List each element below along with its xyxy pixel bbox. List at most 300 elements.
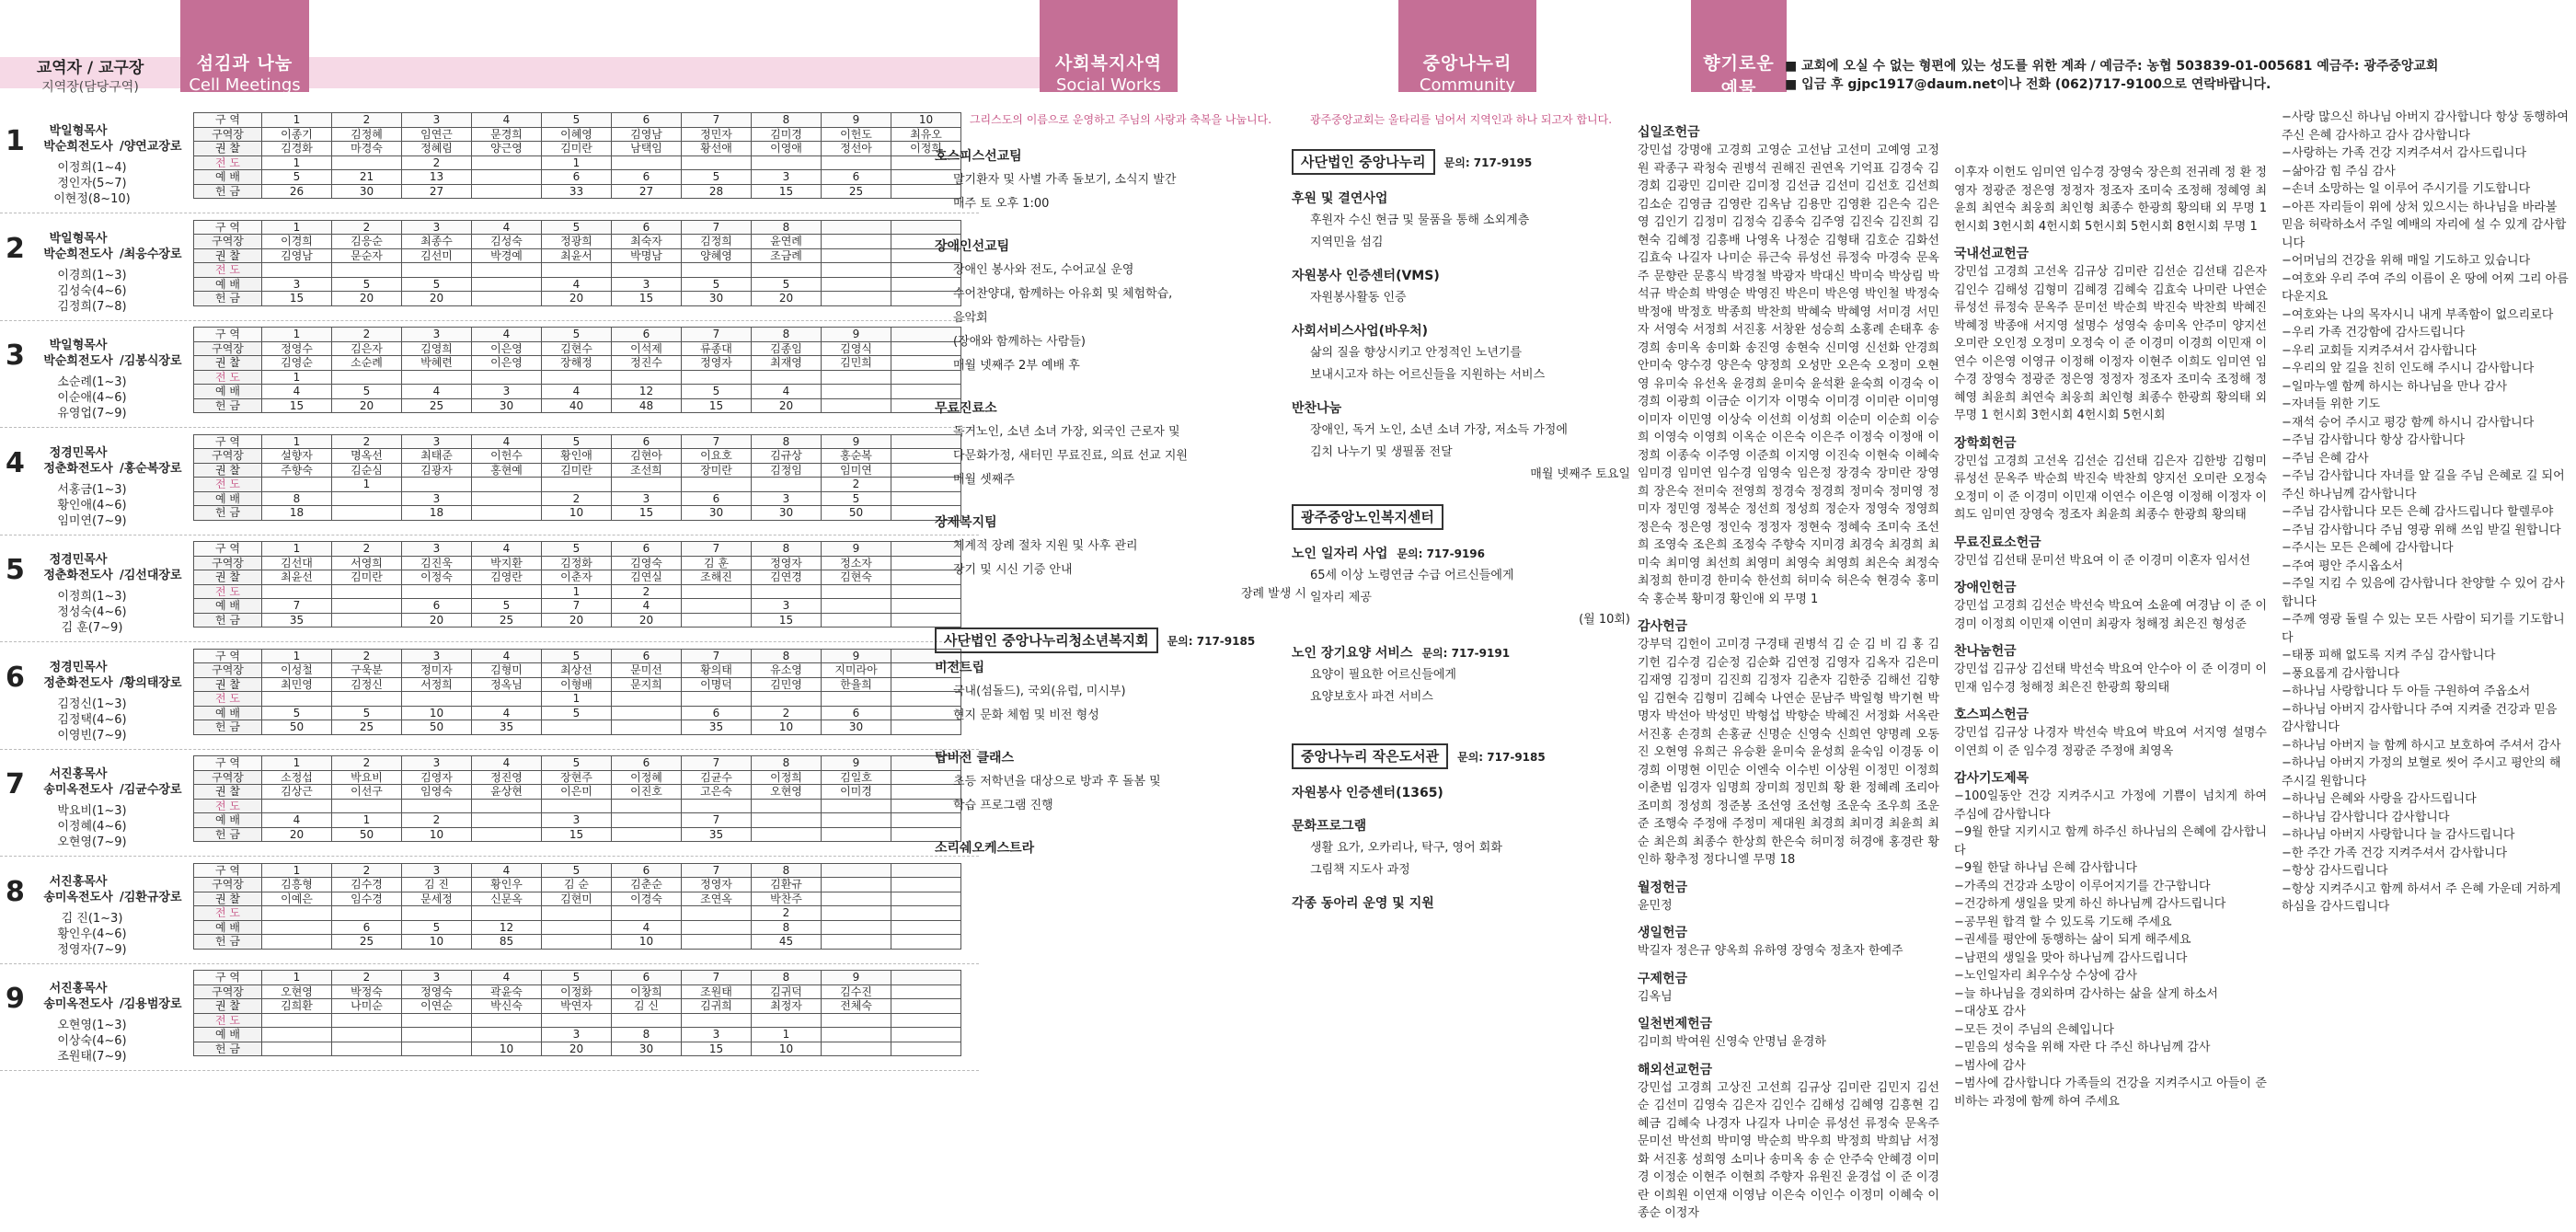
row-label: 구역장	[194, 127, 262, 142]
table-cell: 6	[612, 434, 682, 449]
community-section-title	[1292, 322, 1630, 340]
table-cell: 2	[332, 220, 402, 235]
table-cell: 문미선	[612, 663, 682, 678]
prayer-list	[2282, 109, 2569, 916]
cell-leader	[37, 552, 190, 583]
table-cell: 4	[542, 277, 612, 292]
table-cell: 26	[262, 184, 332, 199]
cell-leader	[37, 660, 190, 691]
member-area: 유영업(7~9)	[57, 407, 127, 420]
cell-block	[0, 645, 979, 750]
table-cell: 김미경	[752, 127, 822, 142]
table-cell: 김정화	[542, 556, 612, 570]
offering-title: 일천번제헌금	[1638, 1017, 1713, 1031]
table-cell	[822, 692, 891, 707]
table-cell: 김수진	[822, 984, 891, 999]
table-cell: 3	[402, 971, 472, 985]
table-row	[194, 263, 961, 278]
table-cell: 2	[332, 328, 402, 342]
table-cell	[472, 584, 542, 599]
table-cell	[752, 827, 822, 842]
table-cell: 조연옥	[682, 892, 752, 906]
table-cell	[402, 1013, 472, 1028]
table-cell: 10	[402, 706, 472, 720]
org3-sections	[1292, 784, 1630, 913]
table-cell: 오현영	[262, 984, 332, 999]
prayer-item: −사랑 많으신 하나님 아버지 감사합니다 항상 동행하여 주신 은혜 감사하고 감사 감사합니다	[2282, 110, 2569, 143]
offering-names: 강민섭 고경희 김선순 박선숙 박요여 소윤예 여경남 이 준 이경미 이정희 이민재 이연미 최광자 청해정 최은진 형성준	[1954, 599, 2267, 631]
table-cell: 윤연례	[752, 235, 822, 249]
table-cell	[262, 1028, 332, 1042]
community-section-line: 삶의 질을 향상시키고 안정적인 노년기를	[1310, 346, 1523, 360]
table-cell: 5	[542, 756, 612, 771]
table-cell: 5	[542, 542, 612, 557]
member-area: 오현영(1~3)	[57, 1019, 127, 1032]
table-cell	[822, 599, 891, 614]
table-cell: 김은자	[332, 341, 402, 356]
table-cell: 5	[262, 706, 332, 720]
prayer-item: −하나님 은혜와 사랑을 감사드립니다	[2282, 792, 2477, 806]
row-label: 구역장	[194, 770, 262, 785]
social-item	[935, 659, 1306, 725]
table-cell	[752, 813, 822, 828]
table-cell: 김영식	[822, 341, 891, 356]
row-label: 구역장	[194, 556, 262, 570]
org1-header	[1292, 149, 1630, 175]
org1-title: 사단법인 중앙나누리	[1292, 149, 1435, 175]
prayer-item: −주일 지킴 수 있음에 감사합니다 찬양할 수 있어 감사합니다	[2282, 577, 2565, 609]
table-cell	[612, 370, 682, 385]
social-item-line: (장애와 함께하는 사람들)	[953, 335, 1086, 349]
table-cell: 12	[472, 920, 542, 935]
table-cell: 소순례	[332, 356, 402, 371]
table-cell: 박요비	[332, 770, 402, 785]
table-cell	[542, 370, 612, 385]
table-cell: 5	[542, 971, 612, 985]
table-cell	[612, 692, 682, 707]
offering-names: −100일동안 건강 지켜주시고 가정에 기쁨이 넘치게 하여 주심에 감사합니다 −9월 한달 지키시고 함께 하주신 하나님의 은혜에 감사합니다 −9월 한달 하나님 은혜 감사합니다 −가족의 건강과 소망이 이루어지기를 간구합니다 −건강하게 생일을 맞게 하신 하나님께 감사드립니다 −공무원 합격 할 수 있도록 기도해 주세요 −권세를 평안에 동행하는 삶이 되게 해주세요 −남편의 생일을 맞아 하나님께 감사드립니다 −노인일자리 최우수상 수상에 감사 −늘 하나님을 경외하며 감사하는 삶을 살게 하소서 −대상포 감사 −모든 것이 주님의 은혜입니다 −믿음의 성숙을 위해 자란 다 주신 하나님께 감사 −범사에 감사 −범사에 감사합니다 가족들의 건강을 지켜주시고 아들이 준비하는 과정에 함께 하여 주세요	[1954, 789, 2267, 1109]
table-cell	[822, 863, 891, 878]
table-cell	[822, 370, 891, 385]
table-cell: 주향숙	[262, 463, 332, 478]
leader-row	[37, 568, 190, 583]
table-cell: 김 진	[402, 878, 472, 892]
table-cell: 30	[682, 506, 752, 521]
row-label: 예 배	[194, 599, 262, 614]
table-cell: 김정신	[332, 677, 402, 692]
table-cell	[682, 935, 752, 950]
offering-title: 감사기도제목	[1954, 771, 2030, 786]
table-cell: 7	[682, 863, 752, 878]
table-cell: 신문옥	[472, 892, 542, 906]
row-label: 예 배	[194, 170, 262, 185]
table-cell: 30	[682, 292, 752, 306]
row-label: 권 찰	[194, 142, 262, 156]
table-row	[194, 663, 961, 678]
account-line-2: ■ 입금 후 gjpc1917@daum.net이나 전화 (062)717-9100으로 연락바랍니다.	[1785, 77, 2271, 92]
table-cell: 김종임	[752, 341, 822, 356]
table-cell: 김상근	[262, 785, 332, 800]
table-cell: 3	[402, 491, 472, 506]
social-intro: 그리스도의 이름으로 운영하고 주님의 사랑과 축복을 나눕니다.	[969, 113, 1272, 126]
offering-group	[1638, 924, 1939, 961]
cell-table	[193, 434, 961, 521]
social-item-title: 소리쉐오케스트라	[935, 841, 1035, 856]
tab-community-center-sub: Community Center	[1419, 75, 1516, 114]
prayer-item: −한 주간 가족 건강 지켜주셔서 감사합니다	[2282, 846, 2508, 860]
table-cell: 2	[542, 491, 612, 506]
table-row	[194, 170, 961, 185]
table-cell	[472, 155, 542, 170]
table-cell: 4	[612, 599, 682, 614]
table-cell: 임연근	[402, 127, 472, 142]
community-section	[1292, 644, 1630, 707]
table-cell: 15	[262, 292, 332, 306]
table-cell: 3	[752, 491, 822, 506]
youth-center-title: 사단법인 중앙나누리청소년복지회	[935, 628, 1158, 653]
community-section-line: 65세 이상 노령연금 수급 어르신들에게	[1310, 569, 1514, 582]
table-cell: 김일호	[822, 770, 891, 785]
table-cell: 15	[612, 292, 682, 306]
table-cell: 1	[262, 155, 332, 170]
table-cell: 이예은	[262, 892, 332, 906]
table-cell: 25	[822, 184, 891, 199]
youth-center-phone: 문의: 717-9185	[1167, 635, 1256, 648]
table-cell: 1	[542, 155, 612, 170]
row-label: 구역장	[194, 663, 262, 678]
prayer-item: −하나님 아버지 가정의 보혈로 씻어 주시고 평안의 해 주시길 원합니다	[2282, 756, 2561, 789]
cell-members	[37, 589, 147, 636]
table-cell: 3	[402, 542, 472, 557]
social-item-line: 국내(섬돌드), 국외(유럽, 미시부)	[953, 685, 1126, 698]
table-cell	[472, 292, 542, 306]
table-cell: 40	[542, 398, 612, 413]
table-cell: 2	[612, 584, 682, 599]
tab-social-works	[1040, 0, 1178, 95]
table-cell: 10	[752, 720, 822, 735]
table-cell: 최윤서	[542, 248, 612, 263]
member-area: 이정희(1~3)	[57, 590, 127, 604]
table-cell: 8	[612, 1028, 682, 1042]
tab-social-works-sub: Social Works	[1055, 75, 1162, 95]
table-row	[194, 341, 961, 356]
community-section-phone: 문의: 717-9191	[1421, 647, 1511, 660]
table-cell: 정영자	[682, 878, 752, 892]
table-row	[194, 356, 961, 371]
table-cell: 장해정	[542, 356, 612, 371]
social-item-line: 현지 문화 체험 및 비전 형성	[953, 708, 1099, 722]
community-section-line: 자원봉사활동 인증	[1310, 291, 1407, 305]
community-section-line: 지역민을 섬김	[1310, 236, 1384, 249]
leader-row	[37, 782, 190, 798]
social-item-line: 초등 저학년을 대상으로 방과 후 돌봄 및	[953, 775, 1161, 789]
table-cell: 7	[682, 542, 752, 557]
cell-members	[37, 697, 147, 743]
table-cell: 2	[752, 906, 822, 921]
table-cell: 정진수	[612, 356, 682, 371]
table-cell: 3	[402, 113, 472, 128]
table-cell	[822, 220, 891, 235]
table-cell: 5	[542, 863, 612, 878]
cell-members	[37, 160, 147, 207]
table-cell: 8	[752, 113, 822, 128]
table-cell: 남택임	[612, 142, 682, 156]
offering-names: 강민섭 김규상 김선태 박선숙 박요여 안수아 이 준 이경미 이민재 임수경 청해정 최은진 한광희 황의태	[1954, 662, 2267, 695]
table-cell	[542, 478, 612, 492]
offering-group	[1954, 706, 2267, 760]
table-cell: 이혜영	[542, 127, 612, 142]
community-section-line: 보내시고자 하는 어르신들을 지원하는 서비스	[1310, 368, 1546, 382]
prayer-item: −하나님 아버지 사랑합니다 늘 감사드립니다	[2282, 828, 2515, 842]
table-cell: 이은영	[472, 356, 542, 371]
social-item-title: 호스피스선교팀	[935, 149, 1022, 164]
table-cell: 5	[262, 170, 332, 185]
table-cell: 4	[472, 113, 542, 128]
cell-members	[37, 1018, 147, 1065]
table-cell: 4	[402, 385, 472, 399]
table-cell	[752, 155, 822, 170]
table-cell: 30	[472, 398, 542, 413]
table-cell: 양근영	[472, 142, 542, 156]
cell-members	[37, 482, 147, 529]
row-label: 예 배	[194, 920, 262, 935]
leader-name: 정경민목사	[49, 445, 108, 460]
table-cell: 나미순	[332, 999, 402, 1014]
table-cell: 10	[891, 113, 961, 128]
row-label: 전 도	[194, 906, 262, 921]
table-cell: 이성철	[262, 663, 332, 678]
tab-community-center-title: 중앙나누리	[1422, 53, 1512, 74]
row-label: 구 역	[194, 220, 262, 235]
table-cell: 김형미	[472, 663, 542, 678]
table-cell	[682, 799, 752, 813]
table-cell: 5	[542, 220, 612, 235]
table-cell	[472, 799, 542, 813]
table-cell	[822, 613, 891, 628]
table-cell: 김춘순	[612, 878, 682, 892]
table-cell: 3	[402, 863, 472, 878]
table-cell: 15	[682, 1042, 752, 1056]
table-cell: 7	[682, 220, 752, 235]
table-row	[194, 113, 961, 128]
table-cell: 김민영	[752, 677, 822, 692]
org3-header	[1292, 743, 1630, 769]
cell-table	[193, 541, 961, 628]
table-cell	[682, 584, 752, 599]
table-cell	[332, 906, 402, 921]
table-cell: 4	[472, 649, 542, 663]
offering-group	[1954, 434, 2267, 524]
table-cell: 정미자	[402, 663, 472, 678]
table-cell: 10	[612, 935, 682, 950]
elder-place: /김선대장로	[120, 569, 182, 582]
social-item-line: 수어찬양대, 함께하는 아유회 및 체험학습,	[953, 287, 1173, 301]
prayer-item: −태풍 피해 없도록 지켜 주심 감사합니다	[2282, 649, 2496, 662]
table-cell	[822, 385, 891, 399]
table-cell	[891, 892, 961, 906]
social-item-line: 매주 토 오후 1:00	[953, 197, 1050, 211]
row-label: 헌 금	[194, 935, 262, 950]
table-cell: 9	[822, 756, 891, 771]
table-cell	[262, 263, 332, 278]
cell-number: 8	[6, 875, 25, 908]
prayer-item: −여호와는 나의 목자시니 내게 부족함이 없으리로다	[2282, 307, 2554, 322]
table-cell: 6	[612, 542, 682, 557]
table-cell: 김현미	[542, 892, 612, 906]
offering-group	[1954, 534, 2267, 570]
table-cell: 황의태	[682, 663, 752, 678]
table-cell	[542, 920, 612, 935]
offering-title: 찬나눔헌금	[1954, 644, 2017, 659]
table-cell	[822, 827, 891, 842]
table-row	[194, 785, 961, 800]
social-items	[935, 147, 1306, 858]
table-cell: 박정숙	[332, 984, 402, 999]
community-section-line: 요양이 필요한 어르신들에게	[1310, 668, 1456, 682]
table-cell: 정영자	[682, 356, 752, 371]
table-cell: 정영자	[752, 556, 822, 570]
table-cell: 정옥님	[472, 677, 542, 692]
table-row	[194, 556, 961, 570]
row-label: 구 역	[194, 971, 262, 985]
leader-name: 박일형목사	[49, 231, 108, 246]
row-label: 권 찰	[194, 356, 262, 371]
cell-number: 3	[6, 340, 25, 372]
account-line-1: ■ 교회에 오실 수 없는 형편에 있는 성도를 위한 계좌 / 예금주: 농협 503839-01-005681 예금주: 광주중앙교회	[1785, 59, 2439, 74]
cell-leader	[37, 231, 190, 262]
table-cell: 박신숙	[472, 999, 542, 1014]
cell-block	[0, 216, 979, 321]
leader-name-2: 송미옥전도사	[43, 890, 113, 904]
leader-name-2: 박순희전도사	[43, 354, 113, 368]
cell-number: 2	[6, 232, 25, 265]
offering-title: 국내선교헌금	[1954, 247, 2030, 261]
member-area: 이정혜(4~6)	[57, 820, 127, 834]
table-cell: 소정섭	[262, 770, 332, 785]
table-cell: 1	[542, 584, 612, 599]
table-cell: 윤상현	[472, 785, 542, 800]
community-section	[1292, 322, 1630, 385]
table-cell: 황선애	[682, 142, 752, 156]
table-cell	[612, 906, 682, 921]
table-cell: 김선대	[262, 556, 332, 570]
table-cell: 김정임	[752, 463, 822, 478]
table-cell	[612, 827, 682, 842]
table-cell: 문세정	[402, 892, 472, 906]
table-cell: 5	[542, 113, 612, 128]
table-cell: 3	[612, 491, 682, 506]
elder-place: /황의태장로	[120, 675, 182, 690]
table-cell: 박혜련	[402, 356, 472, 371]
table-cell	[472, 1028, 542, 1042]
prayer-item: −우리의 앞 길을 친히 인도해 주시니 감사합니다	[2282, 362, 2535, 375]
table-cell: 3	[262, 277, 332, 292]
tab-offerings-sub: Offerings	[1700, 100, 1777, 120]
table-cell: 김환규	[752, 878, 822, 892]
left-title: 교역자 / 교구장	[36, 59, 144, 77]
table-cell: 오현영	[752, 785, 822, 800]
social-item	[935, 399, 1306, 489]
table-row	[194, 398, 961, 413]
table-cell: 8	[752, 542, 822, 557]
elder-place: /홍순복장로	[120, 461, 182, 476]
table-cell: 이정숙	[402, 570, 472, 585]
table-cell: 류종대	[682, 341, 752, 356]
member-area: 김정택(4~6)	[57, 712, 127, 727]
table-cell: 김영남	[612, 127, 682, 142]
table-cell	[891, 920, 961, 935]
member-area: 서홍금(1~3)	[57, 482, 127, 497]
table-cell	[402, 906, 472, 921]
table-cell: 4	[262, 385, 332, 399]
social-item-line: 매월 셋째주	[953, 473, 1015, 487]
table-row	[194, 235, 961, 249]
table-cell: 8	[752, 649, 822, 663]
prayer-item: −하나님 사랑합니다 두 아들 구원하여 주옵소서	[2282, 685, 2531, 698]
table-cell: 4	[472, 542, 542, 557]
table-cell	[822, 263, 891, 278]
social-works-column	[935, 109, 1306, 881]
table-cell: 김영남	[262, 248, 332, 263]
table-cell: 5	[332, 277, 402, 292]
leader-row	[37, 461, 190, 477]
prayer-item: −주께 영광 돌릴 수 있는 모든 사람이 되기를 기도합니다	[2282, 613, 2565, 645]
cell-block	[0, 752, 979, 857]
row-label: 예 배	[194, 706, 262, 720]
table-cell: 3	[612, 277, 682, 292]
table-cell	[472, 263, 542, 278]
table-cell: 15	[682, 398, 752, 413]
table-row	[194, 570, 961, 585]
table-cell: 박경예	[472, 248, 542, 263]
offering-group	[1638, 617, 1939, 869]
offering-title: 장애인헌금	[1954, 581, 2017, 595]
table-cell	[822, 248, 891, 263]
table-cell: 8	[752, 756, 822, 771]
social-item-line: 장애인 봉사와 전도, 수어교실 운영	[953, 263, 1134, 277]
table-cell	[752, 692, 822, 707]
community-section-line: 그림책 지도사 과정	[1310, 863, 1410, 877]
table-cell: 김현아	[612, 449, 682, 464]
table-row	[194, 827, 961, 842]
table-row	[194, 599, 961, 614]
leader-name-2: 송미옥전도사	[43, 997, 113, 1011]
social-item-line: 음악회	[953, 311, 988, 325]
row-label: 헌 금	[194, 506, 262, 521]
table-cell: 25	[332, 720, 402, 735]
table-cell: 박지환	[472, 556, 542, 570]
community-section-title	[1292, 784, 1630, 802]
table-cell: 김경화	[262, 142, 332, 156]
table-row	[194, 920, 961, 935]
table-cell: 장현주	[542, 770, 612, 785]
table-cell	[402, 1028, 472, 1042]
table-cell: 4	[472, 756, 542, 771]
row-label: 헌 금	[194, 184, 262, 199]
table-row	[194, 813, 961, 828]
table-cell: 3	[402, 434, 472, 449]
table-cell: 정진영	[472, 770, 542, 785]
social-item-line: 장기 및 시신 기증 안내	[953, 563, 1073, 577]
table-cell: 김규상	[752, 449, 822, 464]
table-cell: 이정희	[891, 142, 961, 156]
table-cell	[612, 813, 682, 828]
table-cell: 48	[612, 398, 682, 413]
table-row	[194, 155, 961, 170]
table-cell: 12	[612, 385, 682, 399]
table-cell: 6	[822, 706, 891, 720]
table-cell: 마경숙	[332, 142, 402, 156]
